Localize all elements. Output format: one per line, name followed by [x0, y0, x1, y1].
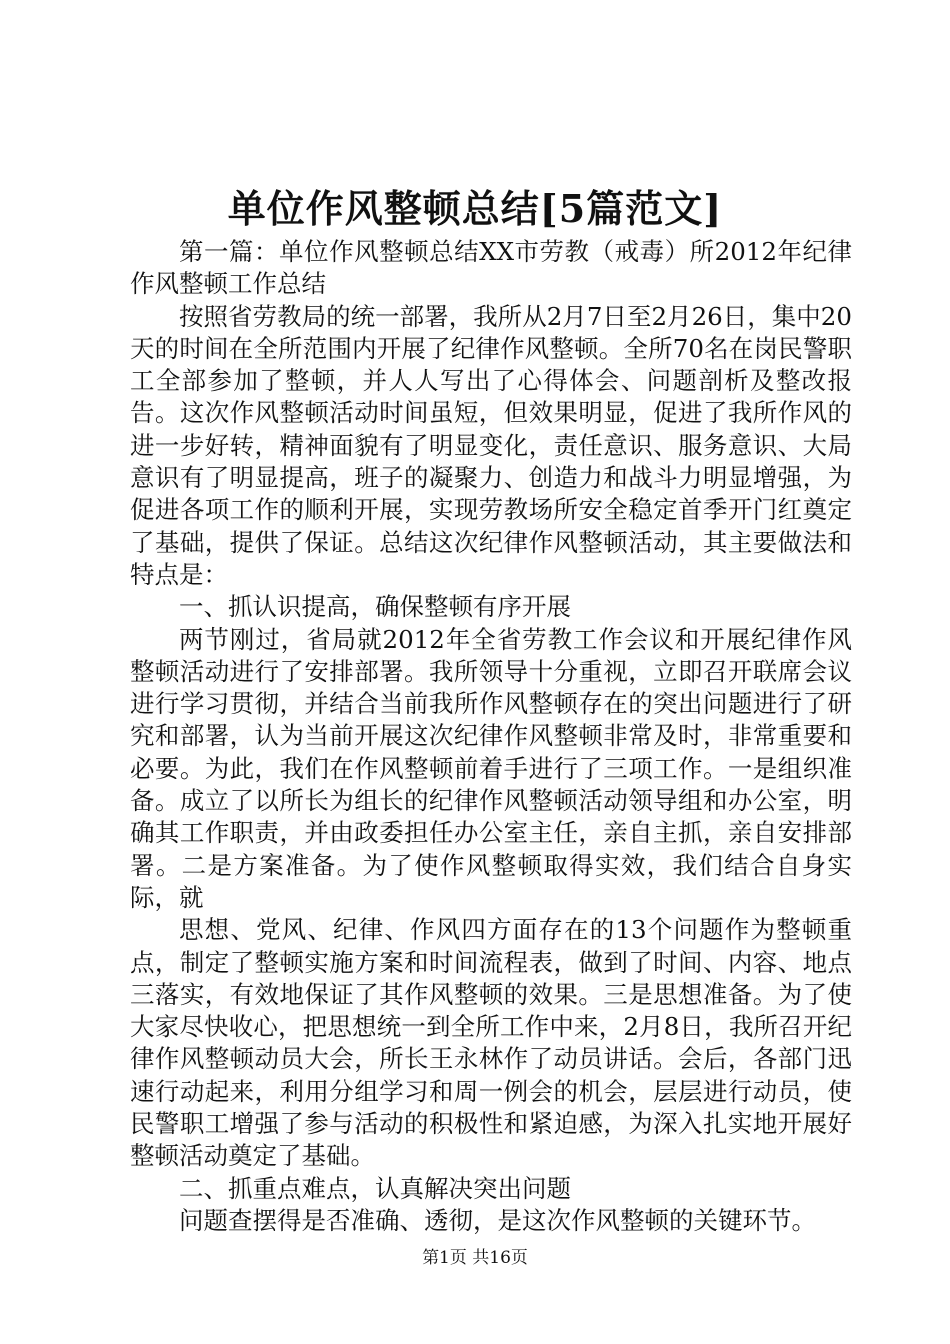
paragraph-section-1a: 两节刚过，省局就2012年全省劳教工作会议和开展纪律作风整顿活动进行了安排部署。我所领导十分重视，立即召开联席会议进行学习贯彻，并结合当前我所作风整顿存在的突出问题进行了研究和部署，认为当前开展这次纪律作风整顿非常及时，非常重要和必要。为此，我们在作风整顿前着手进行了三项工作。一是组织准备。成立了以所长为组长的纪律作风整顿活动领导组和办公室，明确其工作职责，并由政委担任办公室主任，亲自主抓，亲自安排部署。二是方案准备。为了使作风整顿取得实效，我们结合自身实际，就 — [130, 624, 852, 912]
paragraph-intro: 按照省劳教局的统一部署，我所从2月7日至2月26日，集中20天的时间在全所范围内开展了纪律作风整顿。全所70名在岗民警职工全部参加了整顿，并人人写出了心得体会、问题剖析及整改报告。这次作风整顿活动时间虽短，但效果明显，促进了我所作风的进一步好转，精神面貌有了明显变化，责任意识、服务意识、大局意识有了明显提高，班子的凝聚力、创造力和战斗力明显增强，为促进各项工作的顺利开展，实现劳教场所安全稳定首季开门红奠定了基础，提供了保证。总结这次纪律作风整顿活动，其主要做法和特点是： — [130, 301, 852, 589]
paragraph-section-1b: 思想、党风、纪律、作风四方面存在的13个问题作为整顿重点，制定了整顿实施方案和时间流程表，做到了时间、内容、地点三落实，有效地保证了其作风整顿的效果。三是思想准备。为了使大家尽快收心，把思想统一到全所工作中来，2月8日，我所召开纪律作风整顿动员大会，所长王永林作了动员讲话。会后，各部门迅速行动起来，利用分组学习和周一例会的机会，层层进行动员，使民警职工增强了参与活动的积极性和紧迫感，为深入扎实地开展好整顿活动奠定了基础。 — [130, 915, 852, 1171]
paragraph-section-2a: 问题查摆得是否准确、透彻，是这次作风整顿的关键环节。 — [179, 1205, 816, 1235]
section-heading-2: 二、抓重点难点，认真解决突出问题 — [179, 1173, 571, 1203]
section-heading-1: 一、抓认识提高，确保整顿有序开展 — [179, 592, 571, 622]
paragraph-heading-first-article: 第一篇：单位作风整顿总结XX市劳教（戒毒）所2012年纪律作风整顿工作总结 — [130, 237, 852, 299]
document-body — [130, 236, 852, 1237]
page-footer: 第1页 共16页 — [422, 1248, 528, 1268]
page-title: 单位作风整顿总结[5篇范文] — [227, 186, 723, 231]
